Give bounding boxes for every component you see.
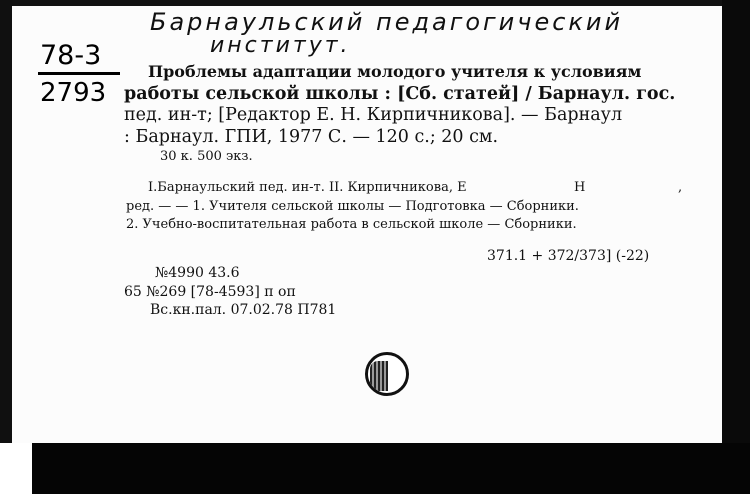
accession-line-3: Вс.кн.пал. 07.02.78 П781 — [150, 302, 337, 318]
shelfmark-bottom: 2793 — [40, 78, 107, 108]
accession-line-1: №4990 43.6 — [155, 265, 240, 281]
classification-number: 371.1 + 372/373] (-22) — [487, 248, 650, 264]
top-edge — [0, 0, 722, 6]
scan-border-left-stub — [0, 443, 32, 494]
subject-line-1-initial: Н — [574, 180, 586, 195]
handwritten-institution: Барнаульский педагогический — [150, 8, 624, 36]
scan-border-right — [722, 0, 750, 443]
shelfmark-divider — [38, 72, 120, 75]
subject-line-2: ред. — — 1. Учителя сельской школы — Подготовка — Сборники. — [126, 199, 579, 214]
title-line-2 — [124, 84, 675, 104]
subject-line-3: 2. Учебно-воспитательная работа в сельской школе — Сборники. — [126, 217, 577, 232]
accession-line-2: 65 №269 [78-4593] п оп — [124, 284, 296, 300]
title-line-3: пед. ин-т; [Редактор Е. Н. Кирпичникова]. — Барнаул — [124, 105, 623, 125]
left-edge — [0, 0, 12, 443]
price-copies: 30 к. 500 экз. — [160, 149, 253, 164]
scan-border-bottom — [0, 443, 750, 494]
handwritten-institution-cont: институт. — [210, 33, 351, 58]
punch-hole — [365, 352, 409, 396]
subject-line-1-comma: , — [678, 180, 683, 195]
shelfmark-top: 78-3 — [40, 40, 102, 71]
title-line-1: Проблемы адаптации молодого учителя к условиям — [148, 62, 642, 81]
title-line-4: : Барнаул. ГПИ, 1977 С. — 120 с.; 20 см. — [124, 127, 499, 147]
title-line-2-text: работы сельской школы : [Сб. статей] / Барнаул. гос. — [124, 84, 676, 104]
subject-line-1: I.Барнаульский пед. ин-т. II. Кирпичникова, Е — [148, 180, 467, 195]
